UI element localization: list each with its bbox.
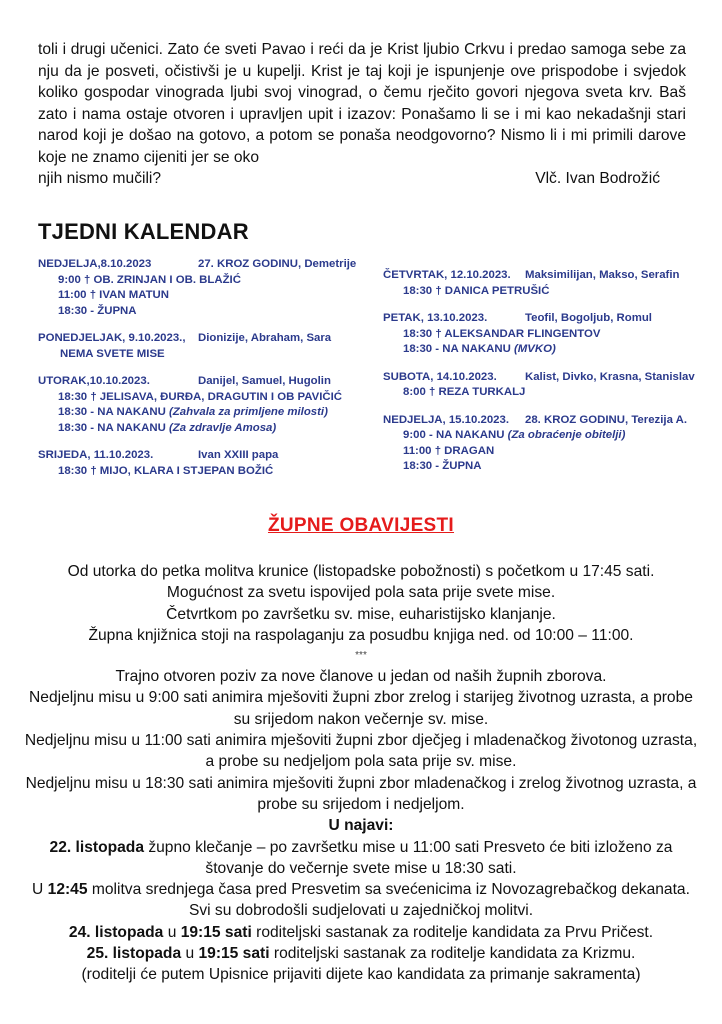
mass-time: 18:30 -	[58, 421, 95, 434]
upcoming-item-2-pre: U	[32, 881, 48, 899]
upcoming-item-2-text: molitva srednjega časa pred Presvetim sa svećenicima iz Novozagrebačkog dekanata. Svi su dobrodošli sudjelovati u zajedničkoj molitvi.	[87, 881, 690, 920]
mass-note: (Zahvala za primljene milosti)	[169, 406, 328, 418]
mass-intention: NEMA SVETE MISE	[60, 347, 165, 360]
upcoming-item-3-mid: u	[163, 923, 181, 941]
calendar-day-header	[38, 374, 368, 390]
mass-entry	[383, 342, 703, 358]
mass-entry	[383, 284, 703, 300]
calendar-day-date: PONEDJELJAK, 9.10.2023.,	[38, 332, 186, 344]
mass-note: (MVKO)	[514, 343, 556, 355]
calendar-day-date: SUBOTA, 14.10.2023.	[383, 370, 497, 383]
notice-choir-1830: Nedjeljnu misu u 18:30 sati animira mješoviti župni zbor mladenačkog i zrelog životnog uzrasta, a probe su srijedom i nedjeljom.	[25, 774, 697, 813]
mass-intention: † REZA TURKALJ	[428, 386, 526, 398]
mass-time: 18:30	[403, 327, 433, 340]
signature: Vlč. Ivan Bodrožić	[535, 170, 660, 187]
upcoming-item-1-text: župno klečanje – po završetku mise u 11:00 sati Presveto će biti izloženo za štovanje do večernje svete mise u 18:30 sati.	[144, 838, 673, 877]
upcoming-item-3-text: roditeljski sastanak za roditelje kandidata za Prvu Pričest.	[251, 923, 654, 941]
notice-adoration: Četvrtkom po završetku sv. mise, euharistijsko klanjanje.	[166, 605, 556, 623]
calendar-day	[383, 413, 703, 475]
upcoming-item-4	[20, 943, 702, 964]
notice-rosary: Od utorka do petka molitva krunice (listopadske pobožnosti) s početkom u 17:45 sati.	[67, 563, 655, 580]
intro-last-line: njih nismo mučili?	[38, 170, 162, 187]
mass-time: 18:30	[58, 464, 88, 477]
mass-intention: ŽUPNA	[97, 304, 137, 317]
mass-intention: † DANICA PETRUŠIĆ	[435, 284, 550, 297]
calendar-day-saints: Teofil, Bogoljub, Romul	[525, 312, 652, 324]
upcoming-item-4-date: 25. listopada	[86, 945, 182, 963]
separator: ***	[355, 650, 367, 662]
upcoming-item-4-mid: u	[181, 945, 199, 963]
upcoming-item-2-time: 12:45	[47, 881, 88, 899]
calendar-title: TJEDNI KALENDAR	[38, 219, 249, 244]
calendar-day-saints: Kalist, Divko, Krasna, Stanislav	[525, 370, 695, 383]
calendar-day-saints: Dionizije, Abraham, Sara	[198, 332, 332, 344]
mass-time: 11:00	[403, 444, 432, 457]
upcoming-item-1-date: 22. listopada	[49, 838, 144, 856]
mass-entry	[38, 347, 368, 363]
mass-entry	[38, 421, 368, 437]
calendar-right-column	[383, 268, 703, 487]
mass-time: 11:00	[58, 289, 87, 301]
intro-signature-line	[38, 168, 686, 190]
notice-choir-11: Nedjeljnu misu u 11:00 sati animira mješoviti župni zbor dječjeg i mladenačkog životonog uzrasta, a probe su nedjeljom pola sata prije sv. mise.	[24, 732, 698, 771]
calendar-day	[383, 311, 703, 358]
upcoming-item-3-date: 24. listopada	[68, 923, 164, 941]
upcoming-title	[20, 815, 702, 836]
mass-intention: † MIJO, KLARA I STJEPAN BOŽIĆ	[90, 464, 274, 477]
mass-entry	[38, 273, 368, 289]
calendar-day	[38, 331, 368, 362]
mass-time: 18:30 -	[403, 343, 440, 355]
calendar-day-date: NEDJELJA,8.10.2023	[38, 258, 152, 270]
mass-intention: † IVAN MATUN	[89, 289, 169, 301]
calendar-day	[38, 257, 368, 319]
notice-library: Župna knjižnica stoji na raspolaganju za posudbu knjiga ned. od 10:00 – 11:00.	[88, 626, 634, 644]
calendar-day-date: PETAK, 13.10.2023.	[383, 312, 488, 324]
calendar-day-header	[383, 311, 703, 327]
upcoming-item-4-time: 19:15 sati	[198, 945, 270, 963]
calendar-day-saints: 28. KROZ GODINU, Terezija A.	[525, 413, 688, 426]
mass-intention: NA NAKANU	[435, 429, 505, 441]
calendar-day-header	[38, 257, 368, 273]
calendar-left-column	[38, 257, 368, 491]
mass-entry	[383, 385, 703, 401]
mass-entry	[38, 405, 368, 421]
mass-entry	[38, 288, 368, 304]
calendar-day	[38, 448, 368, 479]
mass-intention: NA NAKANU	[97, 406, 166, 418]
mass-entry	[38, 464, 368, 480]
mass-entry	[38, 304, 368, 320]
upcoming-item-1	[20, 837, 702, 880]
upcoming-item-3	[20, 922, 702, 943]
calendar-day-header	[38, 448, 368, 464]
mass-time: 9:00	[58, 273, 81, 286]
mass-time: 18:30 -	[403, 460, 440, 472]
mass-entry	[383, 459, 703, 475]
notice-choir-9: Nedjeljnu misu u 9:00 sati animira mješoviti župni zbor zrelog i starijeg životnog uzrasta, a probe su srijedom nakon večernje sv. mise.	[29, 689, 693, 728]
mass-time: 18:30 -	[58, 406, 95, 418]
calendar-day-header	[38, 331, 368, 347]
intro-paragraph: toli i drugi učenici. Zato će sveti Pavao i reći da je Krist ljubio Crkvu i predao samoga sebe za nju da je posveti, očistivši je u kupelji. Krist je taj koji je ispunjenje ove prispodobe i svjedok koliko gospodar vinograda ljubi svoj vinograd, o čemu rječito govori njegova sveta krv. Baš zato i nama ostaje otvoren i upravljen upit i izazov: Ponašamo li se i mi kao nekadašnji stari narod koji je došao na gotovo, a potom se ponaša neodgovorno? Nismo li i mi primili darove koje ne znamo cijeniti jer se oko	[38, 41, 686, 166]
calendar-day-date: NEDJELJA, 15.10.2023.	[383, 413, 510, 426]
calendar-day-header	[383, 413, 703, 429]
mass-intention: † JELISAVA, ĐURĐA, DRAGUTIN I OB PAVIČIĆ	[90, 390, 342, 403]
notices-title: ŽUPNE OBAVIJESTI	[267, 515, 455, 536]
mass-note: (Za obraćenje obitelji)	[507, 429, 626, 441]
upcoming-item-5: (roditelji će putem Upisnice prijaviti dijete kao kandidata za primanje sakramenta)	[81, 966, 641, 984]
mass-intention: NA NAKANU	[442, 343, 511, 355]
calendar-day-saints: Danijel, Samuel, Hugolin	[198, 375, 331, 387]
mass-time: 18:30	[403, 284, 433, 297]
calendar-day-header	[383, 370, 703, 386]
mass-intention: † ALEKSANDAR FLINGENTOV	[435, 327, 601, 340]
notice-confession: Mogućnost za svetu ispovijed pola sata prije svete mise.	[166, 584, 556, 602]
calendar-day-saints: Ivan XXIII papa	[198, 449, 279, 461]
mass-entry	[383, 327, 703, 343]
mass-entry	[383, 428, 703, 444]
notices	[20, 561, 702, 986]
mass-intention: ŽUPNA	[442, 460, 482, 472]
upcoming-item-4-text: roditeljski sastanak za roditelje kandidata za Krizmu.	[269, 945, 636, 963]
mass-intention: † DRAGAN	[434, 444, 495, 457]
calendar-day-date: ČETVRTAK, 12.10.2023.	[383, 269, 511, 281]
calendar-day	[383, 370, 703, 401]
intro-text	[38, 39, 686, 190]
calendar-day-header	[383, 268, 703, 284]
mass-time: 18:30	[58, 390, 88, 403]
upcoming-item-2	[20, 879, 702, 922]
mass-entry	[383, 444, 703, 460]
mass-note: (Za zdravlje Amosa)	[169, 421, 277, 434]
calendar-day-date: SRIJEDA, 11.10.2023.	[38, 449, 154, 461]
mass-time: 9:00 -	[403, 429, 433, 441]
mass-entry	[38, 390, 368, 406]
mass-time: 8:00	[403, 386, 426, 398]
calendar-day	[38, 374, 368, 436]
upcoming-item-3-time: 19:15 sati	[180, 923, 252, 941]
mass-intention: † OB. ZRINJAN I OB. BLAŽIĆ	[83, 273, 241, 286]
mass-time: 18:30 -	[58, 304, 95, 317]
mass-intention: NA NAKANU	[97, 421, 166, 434]
calendar-day-saints: 27. KROZ GODINU, Demetrije	[198, 258, 357, 270]
notice-choir-invite: Trajno otvoren poziv za nove članove u jedan od naših župnih zborova.	[115, 668, 607, 686]
calendar-day	[383, 268, 703, 299]
upcoming-title-text: U najavi:	[328, 817, 394, 835]
calendar-day-saints: Maksimilijan, Makso, Serafin	[525, 269, 680, 281]
calendar-day-date: UTORAK,10.10.2023.	[38, 375, 150, 387]
